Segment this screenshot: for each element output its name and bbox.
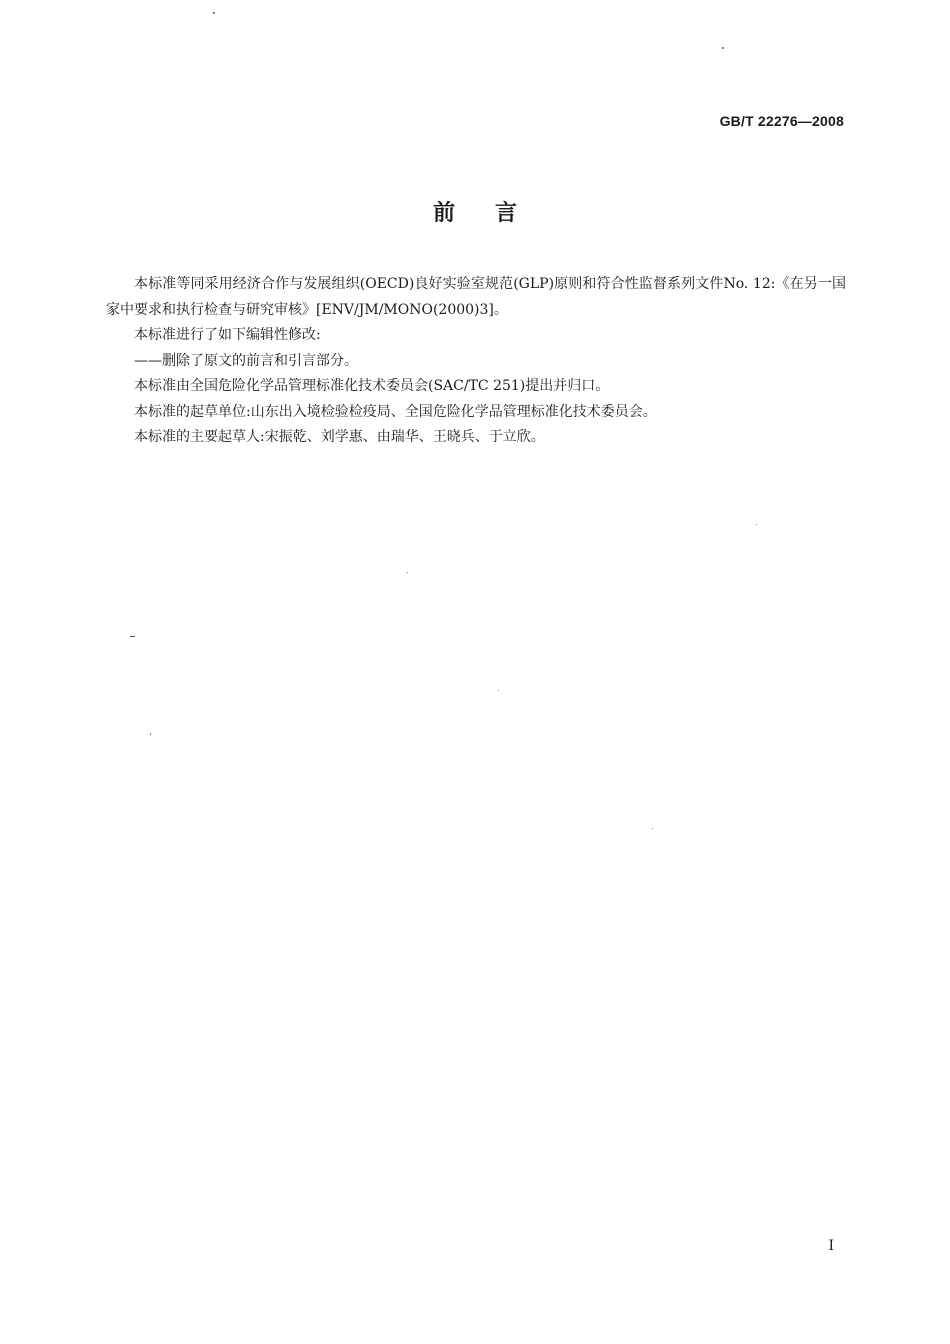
scan-speck xyxy=(213,12,215,14)
paragraph-drafting-units: 本标准的起草单位:山东出入境检验检疫局、全国危险化学品管理标准化技术委员会。 xyxy=(134,403,657,420)
scan-speck xyxy=(722,47,724,49)
scan-speck xyxy=(498,690,499,691)
paragraph-adoption: 本标准等同采用经济合作与发展组织(OECD)良好实验室规范(GLP)原则和符合性监督系列文件No. 12:《在另一国家中要求和执行检查与研究审核》[ENV/JM/MONO(2000)3]。 xyxy=(106,276,846,318)
scan-speck xyxy=(130,636,135,637)
scan-speck xyxy=(756,524,757,525)
paragraph-deletion: ——删除了原文的前言和引言部分。 xyxy=(134,352,358,369)
paragraph-drafters: 本标准的主要起草人:宋振乾、刘学惠、由瑞华、王晓兵、于立欣。 xyxy=(134,429,545,445)
paragraph-proposer: 本标准由全国危险化学品管理标准化技术委员会(SAC/TC 251)提出并归口。 xyxy=(134,378,610,394)
page-title: 前言 xyxy=(432,201,557,226)
scan-speck xyxy=(652,828,653,829)
page-number: I xyxy=(828,1238,834,1254)
scan-speck xyxy=(407,572,408,573)
paragraph-modifications: 本标准进行了如下编辑性修改: xyxy=(134,327,321,343)
standard-code: GB/T 22276—2008 xyxy=(719,113,844,129)
scan-speck xyxy=(150,733,151,735)
foreword-body xyxy=(106,272,846,451)
